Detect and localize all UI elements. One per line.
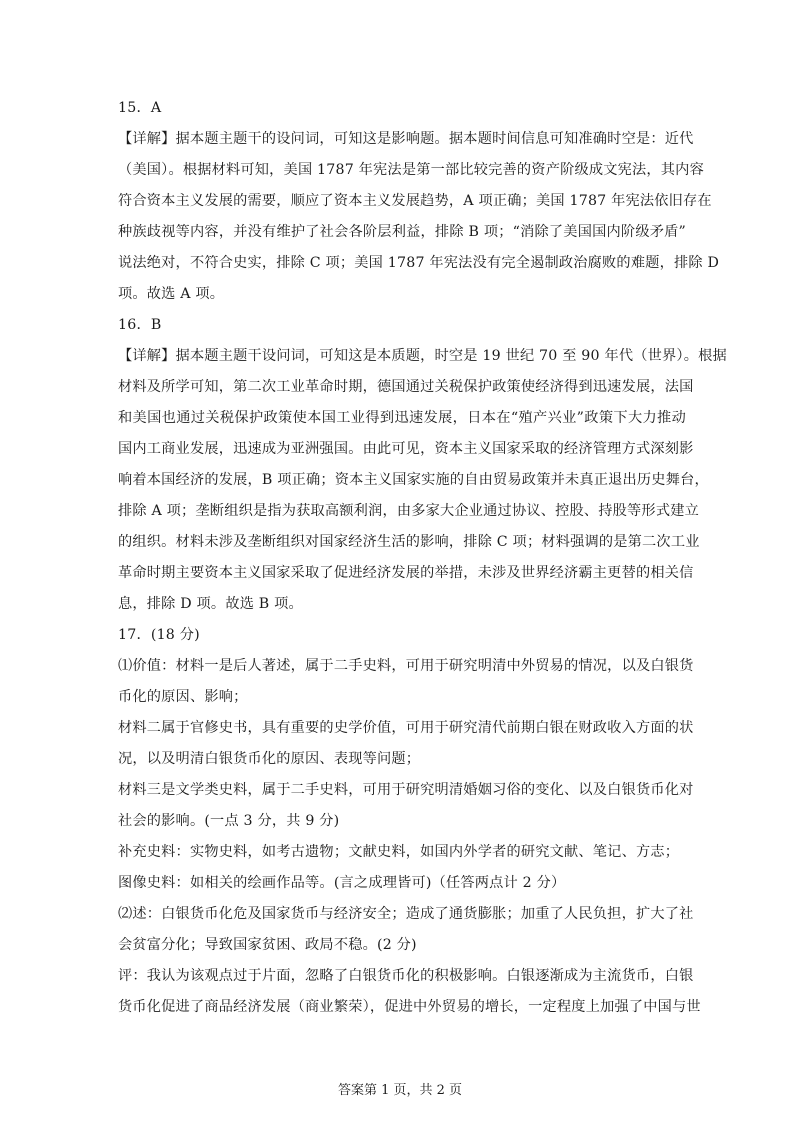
question-17-line: 会贫富分化；导致国家贫困、政局不稳。(2 分): [118, 937, 417, 953]
question-16-line: 材料及所学可知，第二次工业革命时期，德国通过关税保护政策使经济得到迅速发展，法国: [118, 379, 694, 395]
question-15-line: （美国）。根据材料可知，美国 1787 年宪法是第一部比较完善的资产阶级成文宪法，其内容: [118, 162, 704, 178]
question-17-line: 社会的影响。(一点 3 分，共 9 分): [118, 813, 340, 829]
question-16-line: 的组织。材料未涉及垄断组织对国家经济生活的影响，排除 C 项；材料强调的是第二次工业: [118, 534, 700, 550]
question-16-line: 【详解】据本题主题干设问词，可知这是本质题，时空是 19 世纪 70 至 90 年代（世界）。根据: [118, 348, 727, 364]
question-16-line: 和美国也通过关税保护政策使本国工业得到迅速发展，日本在“殖产兴业”政策下大力推动: [118, 410, 686, 426]
question-17-line: 图像史料：如相关的绘画作品等。(言之成理皆可)（任答两点计 2 分）: [118, 875, 566, 891]
page-footer: 答案第 1 页，共 2 页: [337, 1083, 463, 1098]
question-17-line: 评：我认为该观点过于片面，忽略了白银货币化的积极影响。白银逐渐成为主流货币，白银: [118, 968, 694, 984]
question-16-line: 排除 A 项；垄断组织是指为获取高额利润，由多家大企业通过协议、控股、持股等形式建立: [118, 503, 699, 519]
question-15-line: 种族歧视等内容，并没有维护了社会各阶层利益，排除 B 项；“消除了美国国内阶级矛盾”: [118, 224, 686, 240]
question-16-number: 16．B: [118, 317, 162, 333]
question-15-line: 【详解】据本题主题干的设问词，可知这是影响题。据本题时间信息可知准确时空是：近代: [118, 131, 694, 147]
question-17-number: 17．(18 分): [118, 627, 200, 643]
question-17-line: 况，以及明清白银货币化的原因、表现等问题；: [118, 751, 421, 767]
question-16-line: 国内工商业发展，迅速成为亚洲强国。由此可见，资本主义国家采取的经济管理方式深刻影: [118, 441, 694, 457]
question-17-line: ⑴价值：材料一是后人著述，属于二手史料，可用于研究明清中外贸易的情况，以及白银货: [118, 658, 694, 674]
answer-content: [118, 93, 727, 1023]
question-17-line: ⑵述：白银货币化危及国家货币与经济安全；造成了通货膨胀；加重了人民负担，扩大了社: [118, 906, 694, 922]
question-15-line: 项。故选 A 项。: [118, 286, 225, 302]
question-17-line: 材料三是文学类史料，属于二手史料，可用于研究明清婚姻习俗的变化、以及白银货币化对: [118, 782, 694, 798]
question-16-line: 响着本国经济的发展，B 项正确；资本主义国家实施的自由贸易政策并未真正退出历史舞台，: [118, 472, 709, 488]
question-16-line: 息，排除 D 项。故选 B 项。: [118, 596, 303, 612]
question-17-line: 货币化促进了商品经济发展（商业繁荣），促进中外贸易的增长，一定程度上加强了中国与世: [118, 999, 701, 1015]
question-15-number: 15．A: [118, 100, 162, 116]
question-15-line: 说法绝对，不符合史实，排除 C 项；美国 1787 年宪法没有完全遏制政治腐败的难题，排除 D: [118, 255, 720, 271]
question-16-line: 革命时期主要资本主义国家采取了促进经济发展的举措，未涉及世界经济霸主更替的相关信: [118, 565, 694, 581]
question-15-line: 符合资本主义发展的需要，顺应了资本主义发展趋势，A 项正确；美国 1787 年宪法依旧存在: [118, 193, 712, 209]
question-17-line: 币化的原因、影响；: [118, 689, 248, 705]
question-17-line: 材料二属于官修史书，具有重要的史学价值，可用于研究清代前期白银在财政收入方面的状: [118, 720, 694, 736]
question-17-line: 补充史料：实物史料，如考古遗物；文献史料，如国内外学者的研究文献、笔记、方志；: [118, 844, 680, 860]
